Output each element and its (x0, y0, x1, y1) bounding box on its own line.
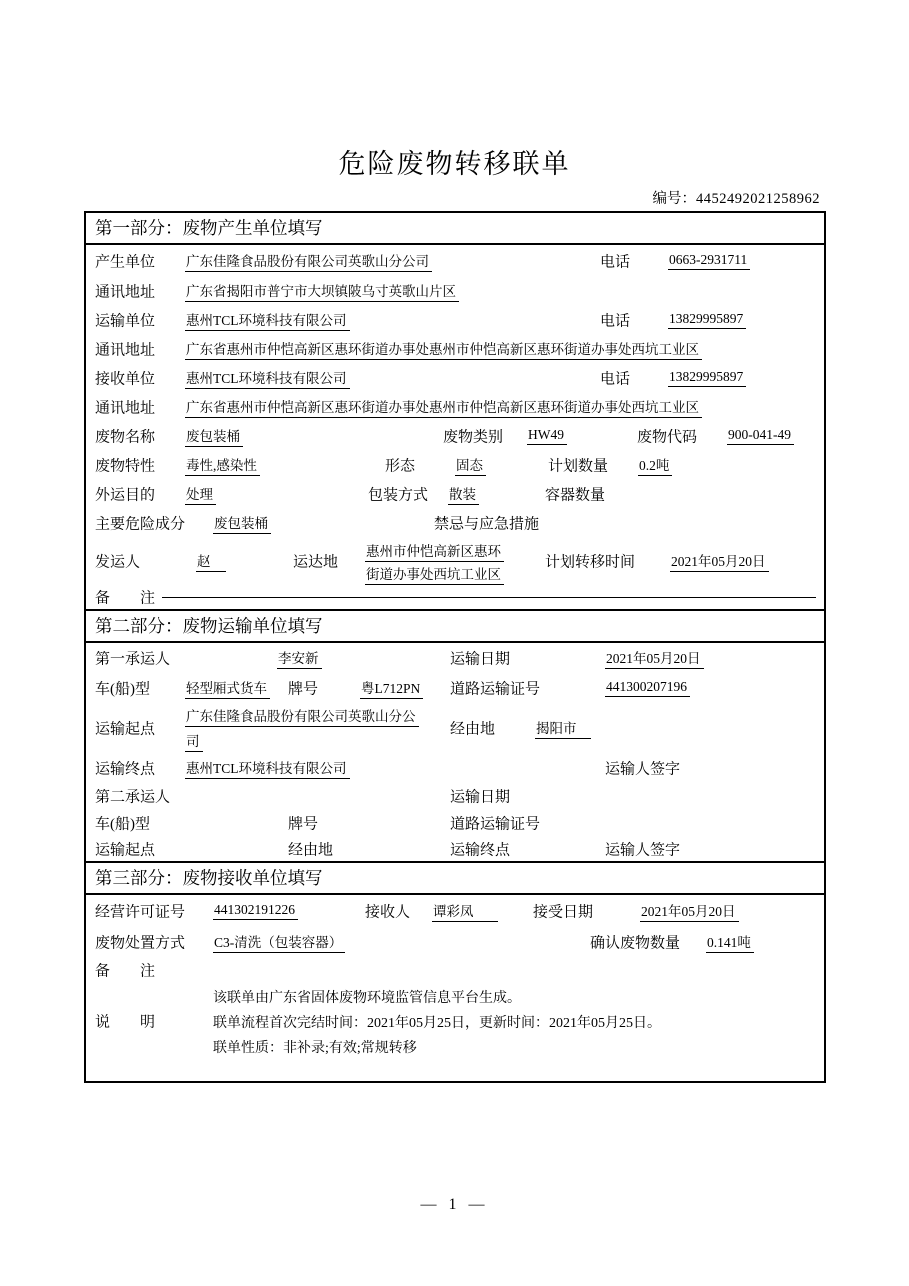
serial-label: 编号： (652, 191, 696, 207)
field-waste-name-label: 废物名称 (95, 429, 156, 445)
field-waste-category-label: 废物类别 (443, 429, 504, 445)
field-origin1-line2: 司 (185, 730, 203, 752)
remark1-underline (162, 596, 816, 598)
field-via2-label: 经由地 (288, 842, 334, 858)
field-waste-property-value: 毒性,感染性 (185, 454, 260, 476)
field-confirmed-qty-label: 确认废物数量 (590, 935, 681, 951)
field-remark3-label: 备 注 (95, 963, 156, 979)
field-packing-label: 包装方式 (368, 487, 429, 503)
field-origin1-line1: 广东佳隆食品股份有限公司英歌山分公 (185, 705, 419, 727)
field-form-label: 形态 (385, 458, 416, 474)
section2-header: 第二部分：废物运输单位填写 (86, 609, 824, 643)
serial-line (84, 187, 820, 208)
field-form-value: 固态 (455, 454, 486, 476)
serial-number: 4452492021258962 (696, 191, 820, 207)
field-via1-value: 揭阳市 (535, 717, 591, 739)
field-producer-address-label: 通讯地址 (95, 284, 156, 300)
field-origin2-label: 运输起点 (95, 842, 156, 858)
field-receiver-address-label: 通讯地址 (95, 400, 156, 416)
field-planned-qty-label: 计划数量 (548, 458, 609, 474)
form-row (86, 585, 824, 609)
field-waste-category-value: HW49 (527, 427, 567, 445)
form-row (86, 392, 824, 421)
field-vehicle1-value: 轻型厢式货车 (185, 677, 270, 699)
field-license-label: 经营许可证号 (95, 904, 186, 921)
transfer-form-table (84, 211, 826, 1083)
form-row (86, 305, 824, 334)
field-carrier1-label: 第一承运人 (95, 651, 171, 668)
form-row (86, 334, 824, 363)
field-waste-code-label: 废物代码 (637, 429, 698, 445)
field-hazard-label: 主要危险成分 (95, 516, 186, 532)
form-row (86, 421, 824, 450)
field-date2-label: 运输日期 (450, 789, 511, 805)
field-recipient-value: 谭彩凤 (432, 900, 498, 922)
field-transfer-time-label: 计划转移时间 (545, 554, 636, 571)
field-transporter-address-value: 广东省惠州市仲恺高新区惠环街道办事处惠州市仲恺高新区惠环街道办事处西坑工业区 (185, 338, 702, 360)
field-accept-date-label: 接受日期 (533, 904, 594, 921)
page-number: — 1 — (420, 1196, 489, 1213)
field-transporter-address-label: 通讯地址 (95, 342, 156, 358)
form-row (86, 895, 824, 927)
field-carrier1-value: 李安新 (277, 647, 322, 669)
field-plate1-value: 粤L712PN (360, 677, 423, 699)
section1-header: 第一部分：废物产生单位填写 (86, 213, 824, 245)
field-waste-code-value: 900-041-49 (727, 427, 794, 445)
form-row (86, 276, 824, 305)
field-plate2-label: 牌号 (288, 816, 319, 832)
field-destination-label: 运达地 (293, 554, 339, 571)
field-waste-name-value: 废包装桶 (185, 425, 243, 447)
form-row (86, 702, 824, 754)
field-purpose-label: 外运目的 (95, 487, 156, 503)
field-date1-value: 2021年05月20日 (605, 647, 704, 669)
form-row (86, 245, 824, 276)
form-row (86, 809, 824, 836)
field-disposal-label: 废物处置方式 (95, 935, 186, 951)
field-permit1-label: 道路运输证号 (450, 681, 541, 697)
form-row (86, 508, 824, 537)
field-transfer-time-value: 2021年05月20日 (670, 550, 769, 572)
form-row (86, 956, 824, 983)
field-origin1-label: 运输起点 (95, 721, 156, 738)
field-receiver-address-value: 广东省惠州市仲恺高新区惠环街道办事处惠州市仲恺高新区惠环街道办事处西坑工业区 (185, 396, 702, 418)
form-row (86, 836, 824, 861)
form-row (86, 537, 824, 585)
field-note-label: 说 明 (95, 1014, 156, 1031)
field-receiver-phone-value: 13829995897 (668, 369, 746, 387)
field-end1-label: 运输终点 (95, 761, 156, 778)
field-destination-line1: 惠州市仲恺高新区惠环 (365, 540, 504, 562)
field-producer-value: 广东佳隆食品股份有限公司英歌山分公司 (185, 250, 432, 272)
field-transporter-phone-label: 电话 (600, 313, 631, 329)
field-remark1-label: 备 注 (95, 590, 156, 607)
field-producer-phone-value: 0663-2931711 (668, 252, 750, 270)
field-purpose-value: 处理 (185, 483, 216, 505)
field-destination-line2: 街道办事处西坑工业区 (365, 563, 504, 585)
form-row (86, 673, 824, 702)
field-emergency-label: 禁忌与应急措施 (434, 516, 540, 532)
form-row (86, 983, 824, 1059)
field-plate1-label: 牌号 (288, 681, 319, 697)
field-accept-date-value: 2021年05月20日 (640, 900, 739, 922)
form-row (86, 363, 824, 392)
field-container-qty-label: 容器数量 (545, 487, 606, 503)
form-row (86, 782, 824, 809)
field-waste-property-label: 废物特性 (95, 458, 156, 474)
field-sign2-label: 运输人签字 (605, 842, 681, 858)
field-producer-label: 产生单位 (95, 254, 156, 270)
field-receiver-label: 接收单位 (95, 371, 156, 387)
field-hazard-value: 废包装桶 (213, 512, 271, 534)
note-line-1: 该联单由广东省固体废物环境监管信息平台生成。 (213, 991, 521, 1006)
field-producer-phone-label: 电话 (600, 254, 631, 270)
field-planned-qty-value: 0.2吨 (638, 454, 672, 476)
field-packing-value: 散装 (448, 483, 479, 505)
field-recipient-label: 接收人 (365, 904, 411, 921)
field-receiver-value: 惠州TCL环境科技有限公司 (185, 367, 350, 389)
section1-body (86, 245, 824, 609)
section3-header: 第三部分：废物接收单位填写 (86, 861, 824, 895)
field-end2-label: 运输终点 (450, 842, 511, 858)
field-via1-label: 经由地 (450, 721, 496, 738)
field-sign1-label: 运输人签字 (605, 761, 681, 778)
field-consignor-value: 赵 (196, 550, 226, 572)
section2-body (86, 643, 824, 861)
field-vehicle1-label: 车(船)型 (95, 681, 150, 697)
field-confirmed-qty-value: 0.141吨 (706, 931, 754, 953)
note-line-3: 联单性质：非补录;有效;常规转移 (213, 1041, 417, 1056)
field-carrier2-label: 第二承运人 (95, 789, 171, 805)
section3-body (86, 895, 824, 1081)
field-date1-label: 运输日期 (450, 651, 511, 668)
field-permit1-value: 441300207196 (605, 679, 690, 697)
field-transporter-label: 运输单位 (95, 313, 156, 329)
field-transporter-phone-value: 13829995897 (668, 311, 746, 329)
form-row (86, 754, 824, 782)
field-end1-value: 惠州TCL环境科技有限公司 (185, 757, 350, 779)
field-permit2-label: 道路运输证号 (450, 816, 541, 832)
form-row (86, 450, 824, 479)
form-row (86, 479, 824, 508)
field-disposal-value: C3-清洗（包装容器） (213, 931, 345, 953)
page-title: 危险废物转移联单 (338, 149, 571, 179)
field-vehicle2-label: 车(船)型 (95, 816, 150, 832)
field-transporter-value: 惠州TCL环境科技有限公司 (185, 309, 350, 331)
field-license-value: 441302191226 (213, 902, 298, 920)
form-row (86, 643, 824, 673)
field-producer-address-value: 广东省揭阳市普宁市大坝镇陂乌寸英歌山片区 (185, 280, 459, 302)
field-consignor-label: 发运人 (95, 554, 141, 571)
note-line-2: 联单流程首次完结时间：2021年05月25日，更新时间：2021年05月25日。 (213, 1016, 661, 1031)
field-receiver-phone-label: 电话 (600, 371, 631, 387)
form-row (86, 927, 824, 956)
